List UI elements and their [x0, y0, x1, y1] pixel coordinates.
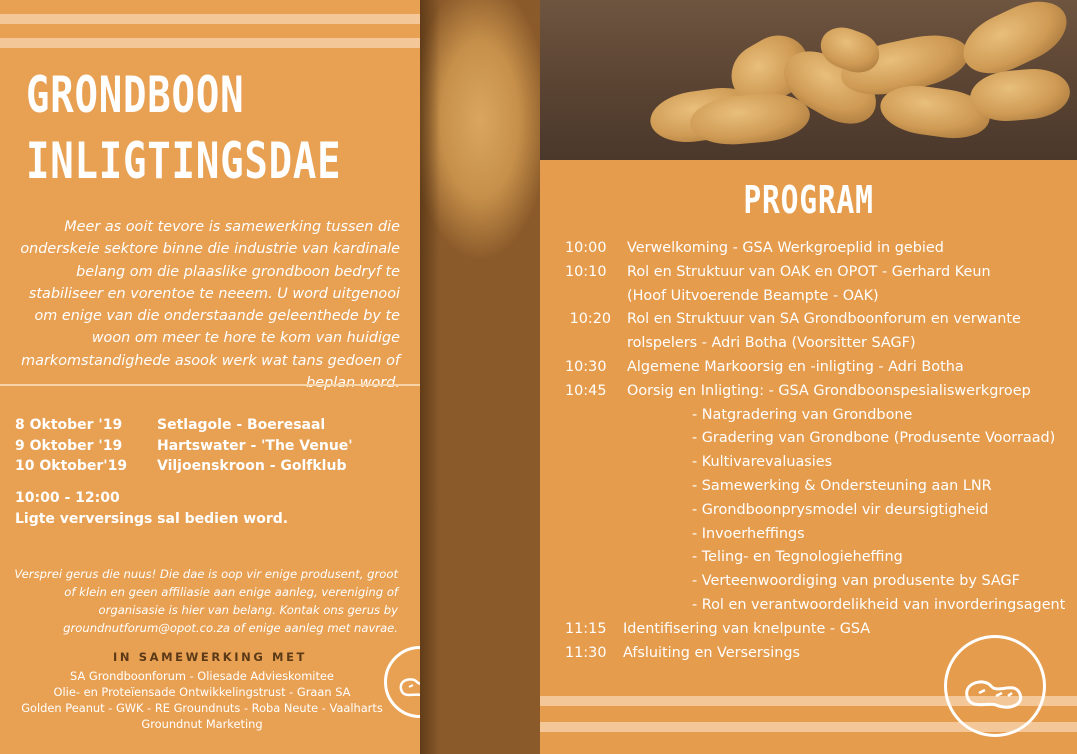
event-list [15, 415, 353, 477]
program-item: 11:30 Afsluiting en Versersings [565, 644, 801, 661]
program-subitem: - Verteenwoordiging van produsente by SAGF [692, 573, 1020, 590]
program-subitem: - Gradering van Grondbone (Produsente Voorraad) [692, 430, 1056, 447]
program-item: 10:10 Rol en Struktuur van OAK en OPOT - Gerhard Keun [565, 263, 991, 280]
share-note: Versprei gerus die nuus! Die dae is oop vir enige produsent, groot of klein en geen affiliasie aan enige aanleg, vereniging of organisasie is hier van belang. Kontak ons gerus by groundnutforum@opot.co.za of enige aanleg met navrae. [14, 567, 398, 635]
event-venue: Setlagole - Boeresaal [157, 417, 326, 433]
partner-line: SA Grondboonforum - Oliesade Advieskomitee [70, 669, 334, 683]
program-subitem: - Rol en verantwoordelikheid van invorderingsagent [692, 596, 1066, 613]
program-item: 11:15 Identifisering van knelpunte - GSA [565, 620, 871, 637]
event-date: 10 Oktober'19 [15, 458, 128, 474]
title-line-1: GRONDBOON [26, 66, 245, 124]
partners-heading: IN SAMEWERKING MET [113, 650, 307, 664]
event-venue: Hartswater - 'The Venue' [157, 437, 353, 454]
divider [0, 384, 420, 386]
program-subitem: - Kultivarevaluasies [692, 454, 833, 471]
program-subitem: - Teling- en Tegnologieheffing [692, 549, 903, 566]
event-time [15, 488, 288, 529]
event-date: 8 Oktober '19 [15, 417, 123, 433]
peanut-logo-icon [944, 635, 1046, 737]
partner-line: Golden Peanut - GWK - RE Groundnuts - Roba Neute - Vaalharts [21, 701, 383, 715]
program-item: 10:20 Rol en Struktuur van SA Grondboonforum en verwante [565, 311, 1021, 328]
event-row [15, 436, 353, 457]
program-subitem: - Grondboonprysmodel vir deursigtigheid [692, 501, 989, 518]
program-subitem: - Invoerheffings [692, 525, 805, 542]
partner-line: Olie- en Proteïensade Ontwikkelingstrust - Graan SA [53, 685, 351, 699]
page-title [26, 62, 341, 194]
event-date: 9 Oktober '19 [15, 437, 123, 454]
program-subitem: - Samewerking & Ondersteuning aan LNR [692, 477, 992, 494]
event-venue: Viljoenskroon - Golfklub [157, 458, 347, 474]
program-item: 10:00 Verwelkoming - GSA Werkgroeplid in gebied [565, 240, 944, 256]
event-row [15, 415, 353, 436]
top-stripe [0, 14, 420, 24]
program-item: 10:30 Algemene Markoorsig en -inligting - Adri Botha [565, 358, 964, 375]
peanut-photo-strip [420, 0, 540, 754]
program-item-cont: rolspelers - Adri Botha (Voorsitter SAGF) [627, 335, 916, 352]
intro-text: Meer as ooit tevore is samewerking tussen die onderskeie sektore binne die industrie van kardinale belang om die plaaslike grondboon bedryf te stabiliseer en vorentoe te neeem. U word uitgenooi om enige van die onderstaande geleenthede by te woon om meer te hore te kom van huidige markomstandighede asook werk wat tans gedoen of [20, 219, 400, 369]
program-item: 10:45 Oorsig en Inligting: - GSA Grondboonspesialiswerkgroep [565, 382, 1031, 399]
program-subitem: - Natgradering van Grondbone [692, 406, 913, 423]
peanut-photo [540, 0, 1077, 160]
title-line-2: INLIGTINGSDAE [26, 132, 342, 190]
partners-list [0, 668, 404, 732]
partner-line: Groundnut Marketing [141, 717, 263, 731]
refreshments-note: Ligte verversings sal bedien word. [15, 510, 289, 527]
time-range: 10:00 - 12:00 [15, 490, 120, 506]
top-stripe-2 [0, 38, 420, 48]
program-list [565, 237, 1070, 665]
program-item-cont: (Hoof Uitvoerende Beampte - OAK) [627, 287, 879, 304]
event-row [15, 456, 353, 477]
program-heading: PROGRAM [743, 178, 874, 222]
